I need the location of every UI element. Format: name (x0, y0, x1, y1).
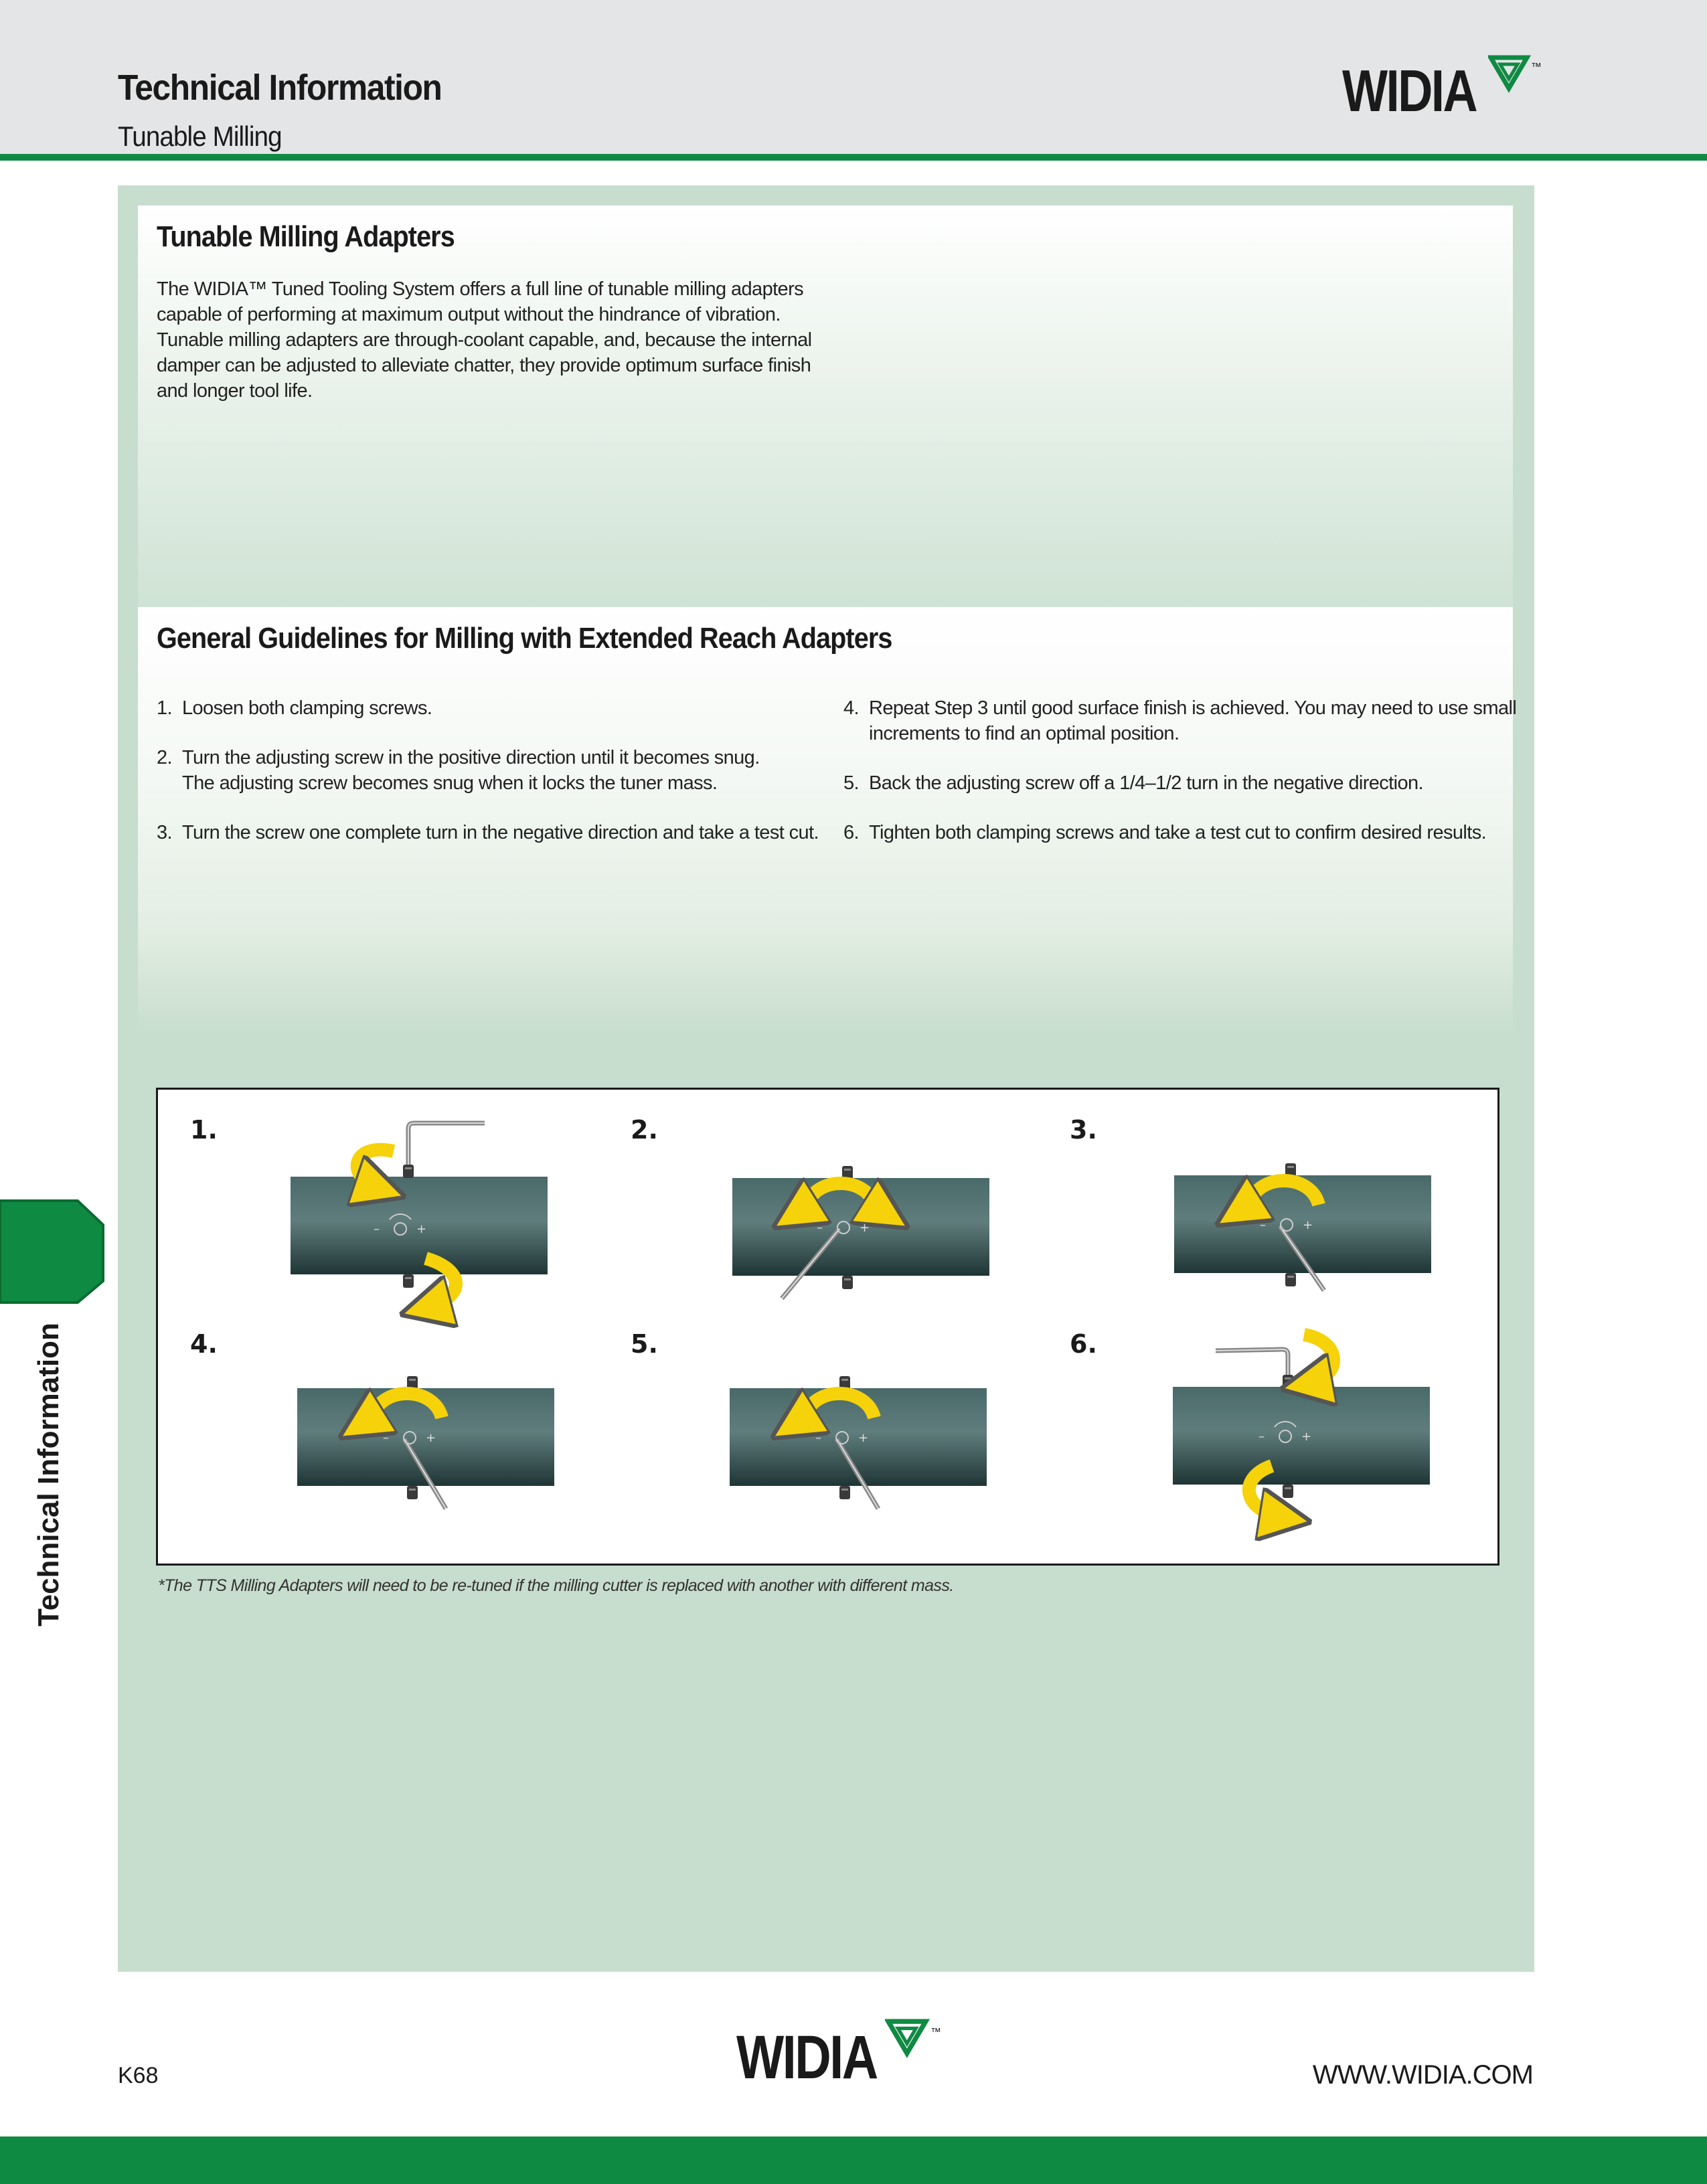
plus-sign: + (426, 1431, 436, 1445)
widia-logo-footer (736, 2023, 941, 2092)
minus-sign: – (383, 1431, 389, 1445)
diagram-step-6 (1173, 1335, 1430, 1518)
diagram-step-3 (1174, 1163, 1431, 1290)
plus-sign: + (858, 1431, 869, 1445)
step-number: 2. (157, 747, 172, 768)
content-panel (118, 185, 1534, 1972)
figure-footnote: *The TTS Milling Adapters will need to be re-tuned if the milling cutter is replaced with another with different mass. (158, 1576, 954, 1595)
diagram-step-1 (291, 1123, 548, 1308)
plus-sign: + (860, 1221, 870, 1235)
plus-sign: + (416, 1222, 427, 1236)
minus-sign: – (1258, 1430, 1265, 1444)
plus-sign: + (1301, 1430, 1312, 1444)
logo-tm: ™ (1531, 62, 1542, 73)
step-text: Back the adjusting screw off a 1/4–1/2 turn in the negative direction. (869, 772, 1424, 794)
header-title: Technical Information (118, 68, 442, 108)
tuning-steps-figure (156, 1088, 1499, 1566)
diagram-step-5 (730, 1376, 987, 1509)
minus-sign: – (374, 1222, 380, 1236)
step-text: The adjusting screw becomes snug when it locks the tuner mass. (182, 772, 718, 794)
step-number: 4. (843, 697, 859, 719)
rotate-arrow-icon (1304, 1335, 1333, 1384)
step-text: increments to find an optimal position. (869, 723, 1180, 744)
page-number: K68 (118, 2063, 159, 2088)
diagram-step-4 (297, 1376, 554, 1509)
minus-sign: – (815, 1431, 821, 1445)
minus-sign: – (817, 1221, 823, 1235)
figure-label: 4. (190, 1329, 218, 1359)
step-text: Loosen both clamping screws. (182, 697, 432, 719)
step-item (157, 820, 826, 845)
figure-label: 6. (1070, 1329, 1097, 1359)
step-item (157, 695, 826, 721)
page-header (0, 0, 1707, 161)
step-text: Repeat Step 3 until good surface finish is achieved. You may need to use small (869, 697, 1517, 719)
minus-sign: – (1260, 1218, 1266, 1232)
diagram-step-2 (732, 1166, 989, 1298)
header-subtitle: Tunable Milling (118, 120, 282, 152)
step-number: 6. (843, 822, 859, 843)
steps-right-column (843, 695, 1517, 869)
guidelines-section (138, 607, 1517, 1035)
adapters-line: damper can be adjusted to alleviate chatter, they provide optimum surface finish (157, 355, 811, 376)
figure-label: 1. (190, 1115, 218, 1145)
adapters-title: Tunable Milling Adapters (157, 220, 455, 253)
adapters-line: and longer tool life. (157, 380, 313, 402)
step-number: 1. (157, 697, 172, 719)
step-number: 5. (843, 772, 859, 794)
tuning-diagrams (158, 1090, 1497, 1564)
step-text: Turn the adjusting screw in the positive direction until it becomes snug. (182, 747, 760, 768)
step-item (843, 695, 1517, 746)
logo-triangle-icon (885, 2019, 934, 2059)
steps-left-column (157, 695, 826, 869)
plus-sign: + (1303, 1218, 1313, 1232)
adapters-line: Tunable milling adapters are through-coolant capable, and, because the internal (157, 329, 812, 351)
widia-logo-header (1342, 58, 1543, 124)
step-text: Turn the screw one complete turn in the negative direction and take a test cut. (182, 822, 819, 843)
adapters-section (138, 205, 1513, 607)
logo-tm: ™ (930, 2027, 941, 2038)
logo-triangle-icon (1488, 55, 1535, 94)
logo-wordmark: WIDIA (736, 2023, 877, 2092)
hex-key-icon (1216, 1349, 1288, 1375)
footer-bar (0, 2136, 1707, 2184)
logo-wordmark: WIDIA (1342, 58, 1477, 124)
side-tab-marker (0, 1198, 104, 1305)
figure-label: 5. (631, 1329, 658, 1359)
adapters-line: capable of performing at maximum output without the hindrance of vibration. (157, 304, 781, 325)
figure-label: 3. (1070, 1115, 1097, 1145)
step-number: 3. (157, 822, 172, 843)
side-tab-label: Technical Information (32, 1323, 65, 1626)
rotate-arrow-icon (426, 1258, 456, 1308)
adapters-line: The WIDIA™ Tuned Tooling System offers a full line of tunable milling adapters (157, 278, 804, 300)
website-link[interactable]: WWW.WIDIA.COM (1312, 2060, 1533, 2090)
step-text: Tighten both clamping screws and take a test cut to confirm desired results. (869, 822, 1487, 843)
step-item (843, 770, 1513, 796)
adapters-paragraph (157, 276, 853, 404)
hex-key-icon (408, 1123, 485, 1165)
step-item (157, 745, 826, 796)
guidelines-title: General Guidelines for Milling with Extended Reach Adapters (157, 622, 892, 655)
figure-label: 2. (631, 1115, 658, 1145)
step-item (843, 820, 1513, 845)
